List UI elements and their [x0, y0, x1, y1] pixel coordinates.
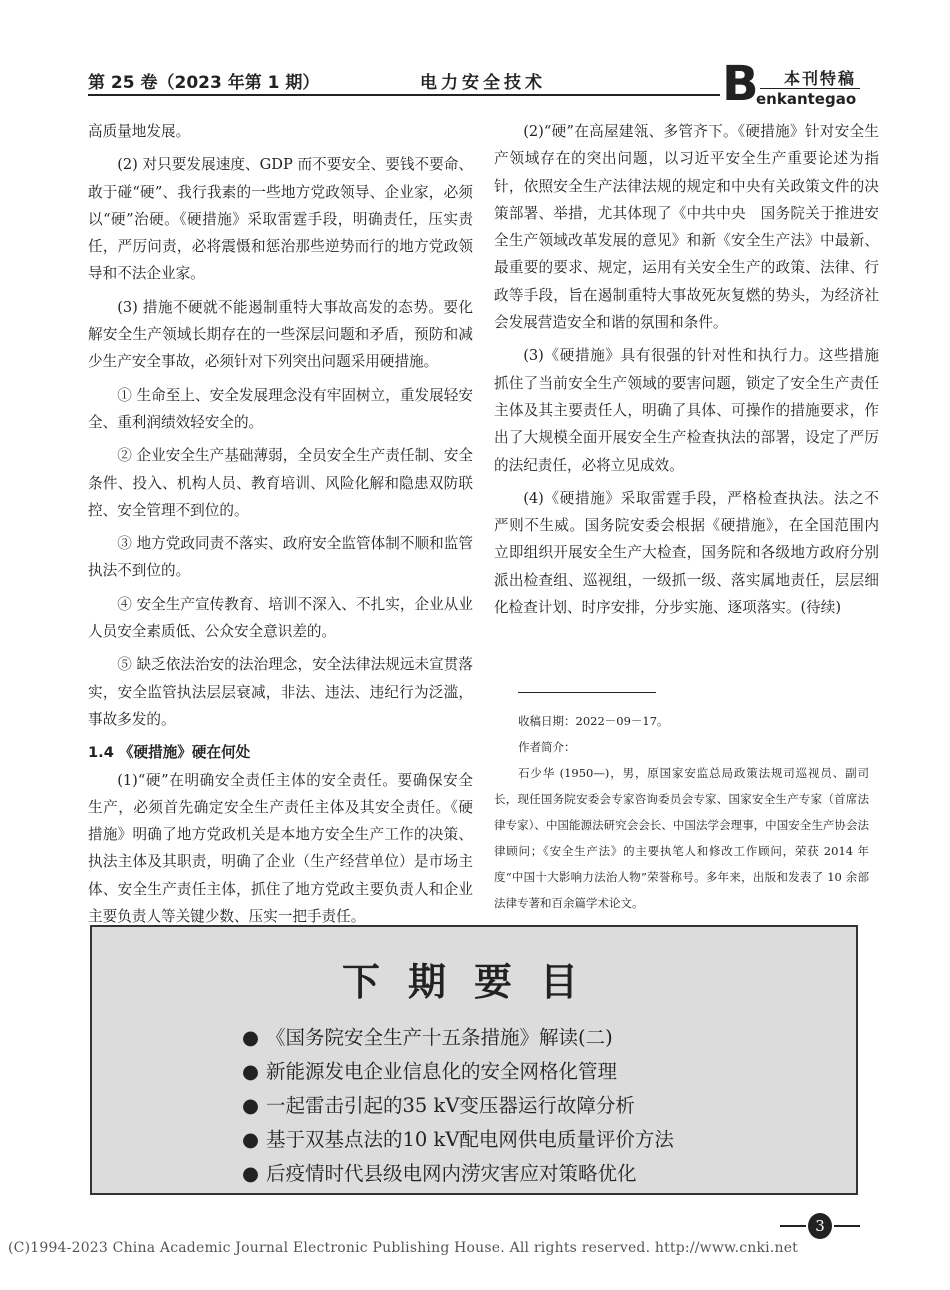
brand-letter: B [722, 56, 759, 112]
list-item: ⑤ 缺乏依法治安的法治理念，安全法律法规远未宣贯落实，安全监管执法层层衰减，非法、违法、违纪行为泛滥，事故多发的。 [88, 656, 473, 728]
next-issue-list [242, 1021, 674, 1191]
next-issue-title: 下期要目 [341, 959, 606, 1004]
section-label: 本刊特稿 [784, 69, 857, 88]
page-number: 3 [808, 1213, 832, 1239]
page-number-rule-left [780, 1225, 806, 1227]
author-bio: 石少华 (1950—)，男，原国家安监总局政策法规司巡视员、副司长，现任国务院安委会专家咨询委员会专家、国家安全生产专家（首席法律专家）、中国能源法研究会会长、中国法学会理事，中国安全生产协会法律顾问；《安全生产法》的主要执笔人和修改工作顾问，荣获 2014 年度“中国十大影响力法治人物”荣誉称号。多年来，出版和发表了 10 余部法律专著和百余篇学术论文。 [494, 766, 869, 910]
list-item: ③ 地方党政同责不落实、政府安全监管体制不顺和监管执法不到位的。 [88, 535, 473, 580]
brand-rule [760, 88, 860, 89]
page-number-rule-right [834, 1225, 860, 1227]
paragraph: (3)《硬措施》具有很强的针对性和执行力。这些措施抓住了当前安全生产领域的要害问题，锁定了安全生产责任主体及其主要责任人，明确了具体、可操作的措施要求，作出了大规模全面开展安全生产检查执法的部署，设定了严厉的法纪责任，必将立见成效。 [494, 347, 879, 474]
journal-title: 电力安全技术 [420, 73, 546, 93]
list-item: ① 生命至上、安全发展理念没有牢固树立，重发展轻安全、重利润绩效轻安全的。 [88, 386, 473, 431]
paragraph: (2) 对只要发展速度、GDP 而不要安全、要钱不要命、敢于碰“硬”、我行我素的一些地方党政领导、企业家，必须以“硬”治硬。《硬措施》采取雷霆手段，明确责任，压实责任，严厉问责，必将震慑和惩治那些逆势而行的地方党政领导和不法企业家。 [88, 156, 473, 283]
bullet-icon: ● [242, 1094, 260, 1117]
next-issue-item: ● 《国务院安全生产十五条措施》解读(二) [242, 1021, 674, 1055]
next-issue-item: ● 后疫情时代县级电网内涝灾害应对策略优化 [242, 1157, 674, 1191]
bullet-icon: ● [242, 1026, 260, 1049]
paragraph: 高质量地发展。 [88, 123, 191, 140]
paragraph: (3) 措施不硬就不能遏制重特大事故高发的态势。要化解安全生产领域长期存在的一些深层问题和矛盾，预防和减少生产安全事故，必须针对下列突出问题采用硬措施。 [88, 298, 473, 371]
bullet-icon: ● [242, 1060, 260, 1083]
next-issue-box [90, 925, 858, 1195]
list-item: ② 企业安全生产基础薄弱，全员安全生产责任制、安全条件、投入、机构人员、教育培训、风险化解和隐患双防联控、安全管理不到位的。 [88, 447, 473, 519]
left-column [88, 118, 473, 936]
next-issue-item: ● 基于双基点法的10 kV配电网供电质量评价方法 [242, 1123, 674, 1157]
copyright-notice: (C)1994-2023 China Academic Journal Electronic Publishing House. All rights reserved. http://www.cnki.net [8, 1240, 799, 1256]
next-issue-item: ● 一起雷击引起的35 kV变压器运行故障分析 [242, 1089, 674, 1123]
paragraph: (1)“硬”在明确安全责任主体的安全责任。要确保安全生产，必须首先确定安全生产责任主体及其安全责任。《硬措施》明确了地方党政机关是本地方安全生产工作的决策、执法主体及其职责，明确了企业（生产经营单位）是市场主体、安全生产责任主体，抓住了地方党政主要负责人和企业主要负责人等关键少数、压实一把手责任。 [88, 771, 473, 926]
header-rule [88, 94, 720, 96]
section-label-pinyin: enkantegao [756, 90, 857, 108]
footnote-rule [518, 692, 656, 693]
paragraph: (4)《硬措施》采取雷霆手段，严格检查执法。法之不严则不生威。国务院安委会根据《硬措施》，在全国范围内立即组织开展安全生产大检查，国务院和各级地方政府分别派出检查组、巡视组，一级抓一级、落实属地责任，层层细化检查计划、时序安排，分步实施、逐项落实。(待续) [494, 489, 879, 617]
received-date: 收稿日期：2022－09－17。 [518, 714, 669, 728]
list-item: ④ 安全生产宣传教育、培训不深入、不扎实，企业从业人员安全素质低、公众安全意识差的。 [88, 595, 473, 641]
paragraph: (2)“硬”在高屋建瓴、多管齐下。《硬措施》针对安全生产领域存在的突出问题，以习近平安全生产重要论述为指针，依照安全生产法律法规的规定和中央有关政策文件的决策部署、举措，尤其体现了《中共中央 国务院关于推进安全生产领域改革发展的意见》和新《安全生产法》中最新、最重要的要求、规定，运用有关安全生产的政策、法律、行政等手段，旨在遏制重特大事故死灰复燃的势头，为经济社会发展营造安全和谐的氛围和条件。 [494, 123, 879, 332]
volume-issue: 第 25 卷（2023 年第 1 期） [88, 73, 320, 93]
section-heading: 1.4 《硬措施》硬在何处 [88, 744, 251, 762]
next-issue-item: ● 新能源发电企业信息化的安全网格化管理 [242, 1055, 674, 1089]
bullet-icon: ● [242, 1128, 260, 1151]
bullet-icon: ● [242, 1162, 260, 1185]
right-column [494, 118, 879, 627]
author-label: 作者简介： [518, 740, 576, 754]
